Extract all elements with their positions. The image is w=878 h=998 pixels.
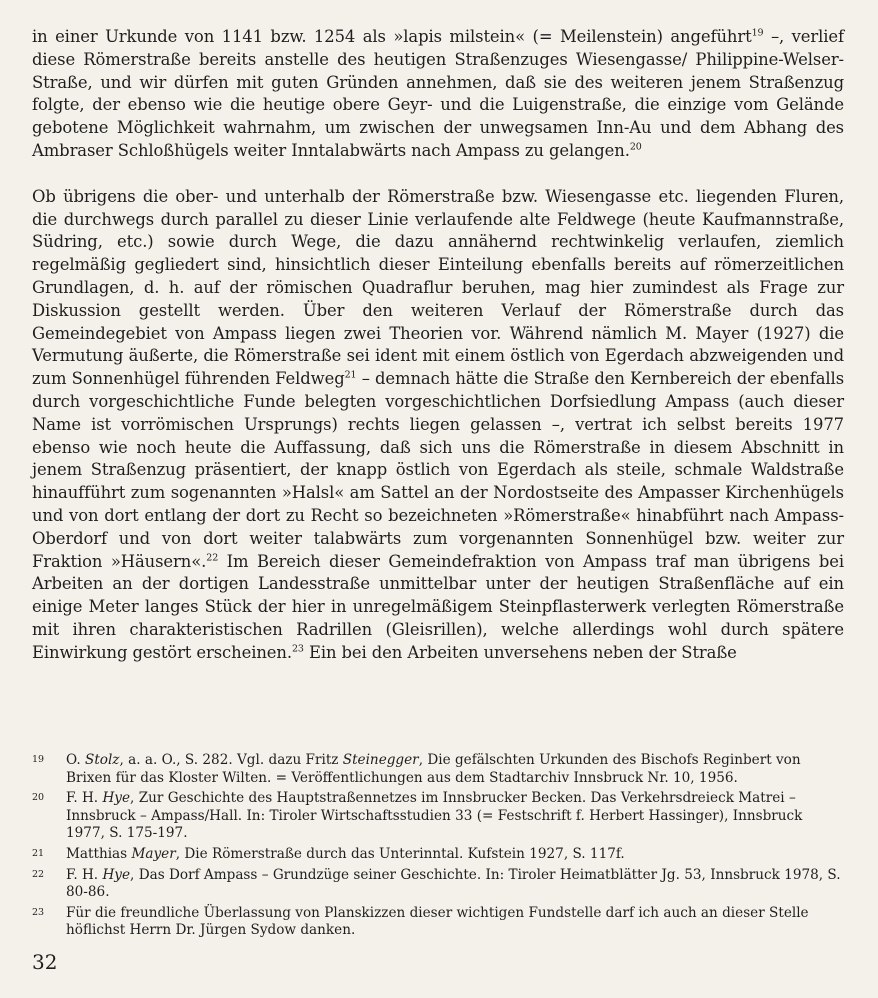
footnote-text-segment: , Zur Geschichte des Hauptstraßennetzes im Innsbrucker Becken. Das Verkehrsdreieck Matrei – Innsbruck – Ampass/Hall. In: Tiroler Wirtschaftsstudien 33 (= Festschrift f. Herbert Hassinger), Innsbruck 1977, S. 175-197.: [66, 790, 803, 842]
footnote: [32, 905, 844, 940]
footnote-text: [66, 905, 809, 939]
footnote-text: [66, 790, 802, 841]
author-name: Hye: [102, 790, 131, 807]
paragraph-text: Ein bei den Arbeiten unversehens neben der Straße: [303, 642, 737, 662]
footnote-text: [66, 752, 801, 786]
body-text: [32, 26, 844, 665]
paragraph-text: –, verlief diese Römerstraße bereits anstelle des heutigen Straßenzuges Wiesengasse/ Philippine-Welser-Straße, und wir dürfen mit guten Gründen annehmen, daß sie des weiteren jenem Straßenzug folgte, der ebenso wie die heutige obere Geyr- und die Luigenstraße, die einzige vom Gelände gebotene Möglichkeit wahrnahm, um zwischen der unwegsamen Inn-Au und dem Abhang des Ambraser Schloßhügels weiter Inntalabwärts nach Ampass zu gelangen.: [32, 27, 844, 160]
paragraph-text: – demnach hätte die Straße den Kernbereich der ebenfalls durch vorgeschichtliche Funde belegten vorgeschichtlichen Dorfsiedlung Ampass (auch dieser Name ist vorrömischen Ursprungs) rechts liegen gelassen –, vertrat ich selbst bereits 1977 ebenso wie noch heute die Auffassung, daß sich uns die Römerstraße in diesem Abschnitt in jenem Straßenzug präsentiert, der knapp östlich von Egerdach als steile, schmale Waldstraße hinaufführt zum sogenannten »Halsl« am Sattel an der Nordostseite des Ampasser Kirchenhügels und von dort entlang der dort zu Recht so bezeichneten »Römerstraße« hinabführt nach Ampass-Oberdorf und von dort weiter talabwärts zum vorgenannten Sonnenhügel bzw. weiter zur Fraktion »Häusern«.: [32, 369, 845, 571]
body-paragraph: [32, 26, 844, 163]
footnote: [32, 846, 844, 864]
paragraph-text: in einer Urkunde von 1141 bzw. 1254 als »lapis milstein« (= Meilenstein) angeführt: [32, 27, 752, 46]
footnote-text-segment: , a. a. O., S. 282. Vgl. dazu Fritz: [119, 752, 343, 768]
author-name: Stolz: [85, 752, 120, 768]
footnote-text-segment: F. H.: [66, 790, 103, 807]
footnote-reference: 20: [629, 141, 642, 153]
footnote-text-segment: , Die Römerstraße durch das Unterinntal. Kufstein 1927, S. 117f.: [175, 845, 625, 862]
footnote-reference: 19: [751, 27, 764, 39]
footnote-text-segment: Für die freundliche Überlassung von Planskizzen dieser wichtigen Fundstelle darf ich auch an dieser Stelle höflichst Herrn Dr. Jürgen Sydow danken.: [66, 904, 809, 939]
author-name: Steinegger: [342, 752, 419, 768]
footnote-number: 21: [32, 847, 45, 859]
footnote-reference: 22: [206, 552, 219, 564]
footnote: [32, 867, 844, 902]
footnote: [32, 790, 844, 843]
footnote-text-segment: Matthias: [66, 845, 132, 862]
footnote-number: 20: [32, 792, 45, 804]
body-paragraph: [32, 186, 844, 665]
footnote-text-segment: F. H.: [66, 866, 103, 883]
footnote-reference: 21: [344, 369, 357, 381]
footnote-text: [66, 846, 625, 862]
footnote-number: 22: [32, 868, 45, 880]
footnote-reference: 23: [291, 643, 304, 655]
footnote-number: 19: [32, 754, 45, 765]
footnote-number: 23: [32, 906, 45, 918]
footnote-text-segment: , Die gefälschten Urkunden des Bischofs Reginbert von Brixen für das Kloster Wilten. = Veröffentlichungen aus dem Stadtarchiv Innsbruck Nr. 10, 1956.: [66, 752, 801, 786]
footnotes: [32, 752, 844, 943]
footnote: [32, 752, 844, 787]
footnote-text-segment: O.: [66, 752, 85, 768]
footnote-text-segment: , Das Dorf Ampass – Grundzüge seiner Geschichte. In: Tiroler Heimatblätter Jg. 53, Innsbruck 1978, S. 80-86.: [66, 866, 841, 901]
paragraph-text: Ob übrigens die ober- und unterhalb der Römerstraße bzw. Wiesengasse etc. liegenden Fluren, die durchwegs durch parallel zu dieser Linie verlaufende alte Feldwege (heute Kaufmannstraße, Südring, etc.) sowie durch Wege, die dazu annähernd rechtwinkelig verlaufen, ziemlich regelmäßig gegliedert sind, hinsichtlich dieser Einteilung ebenfalls bereits auf römerzeitlichen Grundlagen, d. h. auf der römischen Quadraflur beruhen, mag hier zumindest als Frage zur Diskussion gestellt werden. Über den weiteren Verlauf der Römerstraße durch das Gemeindegebiet von Ampass liegen zwei Theorien vor. Während nämlich M. Mayer (1927) die Vermutung äußerte, die Römerstraße sei ident mit einem östlich von Egerdach abzweigenden und zum Sonnenhügel führenden Feldweg: [32, 186, 844, 389]
author-name: Mayer: [131, 845, 176, 862]
paragraph-text: Im Bereich dieser Gemeindefraktion von Ampass traf man übrigens bei Arbeiten an der dortigen Landesstraße unmittelbar unter der heutigen Straßenfläche auf ein einige Meter langes Stück der hier in unregelmäßigem Steinpflasterwerk verlegten Römerstraße mit ihren charakteristischen Radrillen (Gleisrillen), welche allerdings wohl durch spätere Einwirkung gestört erscheinen.: [32, 551, 844, 662]
page-number: 32: [32, 950, 58, 974]
footnote-text: [66, 867, 841, 901]
author-name: Hye: [102, 866, 131, 883]
